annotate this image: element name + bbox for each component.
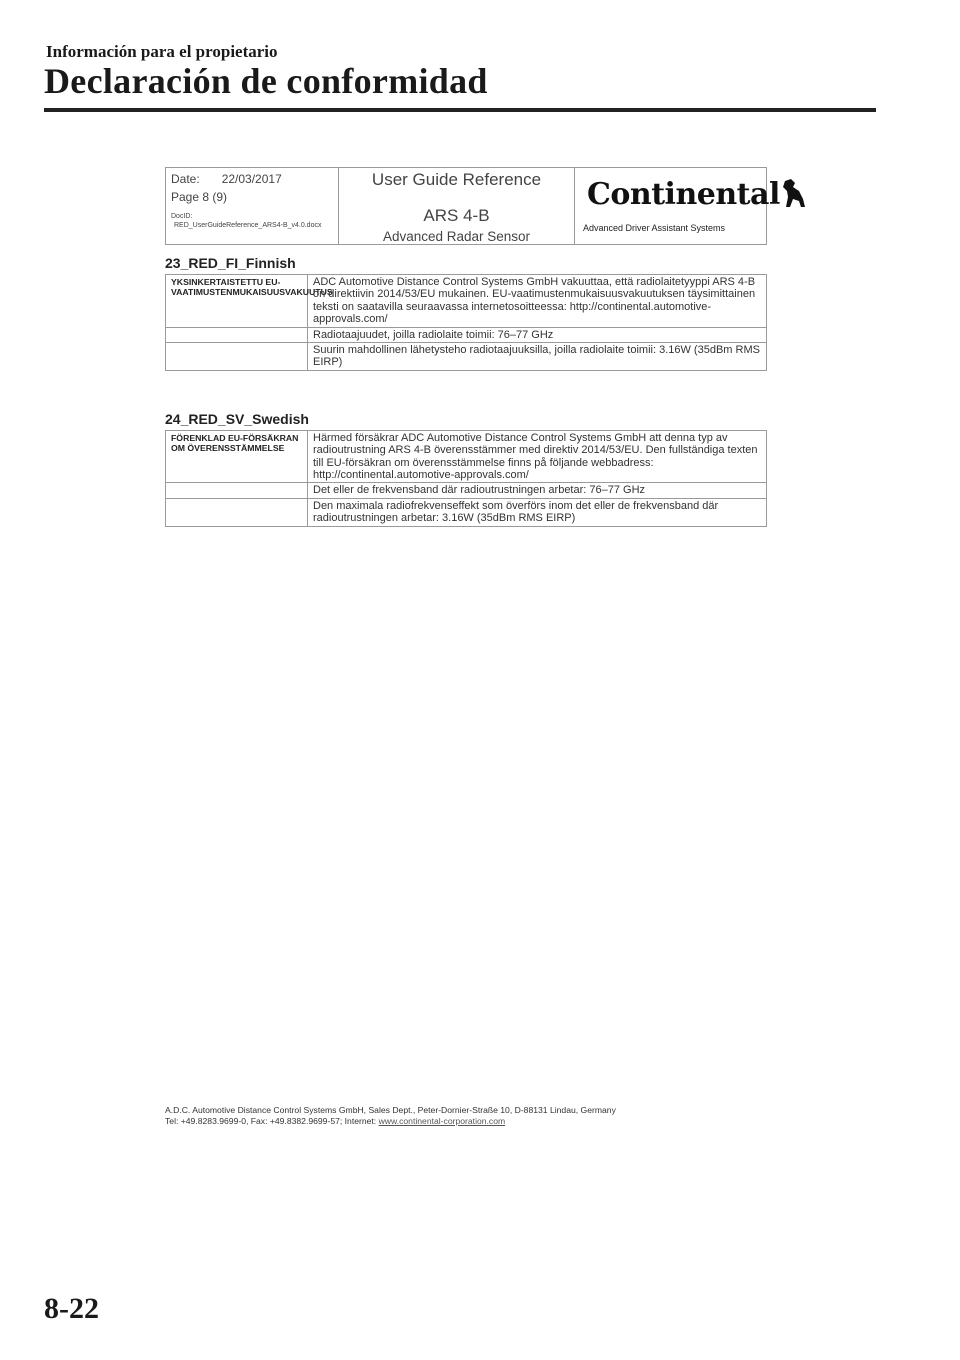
horse-icon (781, 177, 807, 211)
division-name: Advanced Driver Assistant Systems (583, 223, 726, 233)
finnish-declaration: ADC Automotive Distance Control Systems GmbH vakuuttaa, että radiolaitetyyppi ARS 4-B on direktiivin 2014/53/EU mukainen. EU-vaatimustenmukaisuusvakuutuksen täysimittainen teksti on saatavilla seuraavassa internetosoitteessa: http://continental.automotive-approvals.com/ (308, 275, 767, 328)
continental-logo (587, 174, 807, 214)
table-row (166, 430, 767, 483)
table-row (166, 483, 767, 498)
brand-block (575, 168, 780, 244)
docid-value: RED_UserGuideReference_ARS4-B_v4.0.docx (174, 222, 322, 229)
page-indicator: Page 8 (9) (171, 190, 228, 204)
finnish-frequency: Radiotaajuudet, joilla radiolaite toimii: 76–77 GHz (308, 327, 767, 342)
finnish-table (165, 274, 767, 371)
title-divider (44, 108, 876, 112)
table-row (166, 275, 767, 328)
page-title: Declaración de conformidad (44, 61, 488, 101)
company-contact (165, 1116, 616, 1127)
table-row (166, 498, 767, 526)
swedish-frequency: Det eller de frekvensband där radioutrustningen arbetar: 76–77 GHz (308, 483, 767, 498)
date-label: Date: (171, 172, 200, 186)
table-row (166, 343, 767, 371)
section-label: Información para el propietario (46, 42, 278, 61)
swedish-table (165, 430, 767, 527)
empty-cell (166, 327, 308, 342)
finnish-label: YKSINKERTAISTETTU EU-VAATIMUSTENMUKAISUUSVAKUUTUS (166, 275, 308, 328)
swedish-heading: 24_RED_SV_Swedish (165, 410, 309, 427)
finnish-power: Suurin mahdollinen lähetysteho radiotaajuuksilla, joilla radiolaite toimii: 3.16W (35dBm RMS EIRP) (308, 343, 767, 371)
company-footer (165, 1105, 616, 1127)
company-address: A.D.C. Automotive Distance Control Systems GmbH, Sales Dept., Peter-Dornier-Straße 10, D-88131 Lindau, Germany (165, 1105, 616, 1115)
product-name: ARS 4-B (423, 206, 490, 225)
document-header (165, 167, 780, 245)
website-link[interactable]: www.continental-corporation.com (378, 1116, 506, 1126)
swedish-declaration: Härmed försäkrar ADC Automotive Distance Control Systems GmbH att denna typ av radioutrustning ARS 4-B överensstämmer med direktiv 2014/53/EU. Den fullständiga texten till EU-försäkran om överensstämmelse finns på följande webbadress: http://continental.automotive-approvals.com/ (308, 430, 767, 483)
empty-cell (166, 498, 308, 526)
finnish-heading: 23_RED_FI_Finnish (165, 255, 296, 271)
contact-details: Tel: +49.8283.9699-0, Fax: +49.8382.9699-57; Internet: (165, 1116, 379, 1126)
docid-label: DocID: (171, 213, 193, 220)
date-value: 22/03/2017 (221, 172, 282, 186)
product-description: Advanced Radar Sensor (382, 229, 531, 244)
document-meta (166, 168, 339, 244)
document-reference (339, 168, 575, 244)
swedish-power: Den maximala radiofrekvenseffekt som överförs inom det eller de frekvensband där radioutrustningen arbetar: 3.16W (35dBm RMS EIRP) (308, 498, 767, 526)
page-number: 8-22 (44, 1292, 99, 1325)
declaration-document (165, 167, 780, 527)
reference-title: User Guide Reference (371, 170, 542, 189)
brand-wordmark: Continental (587, 176, 780, 212)
empty-cell (166, 343, 308, 371)
table-row (166, 327, 767, 342)
swedish-label: FÖRENKLAD EU-FÖRSÄKRAN OM ÖVERENSSTÄMMELSE (166, 430, 308, 483)
empty-cell (166, 483, 308, 498)
